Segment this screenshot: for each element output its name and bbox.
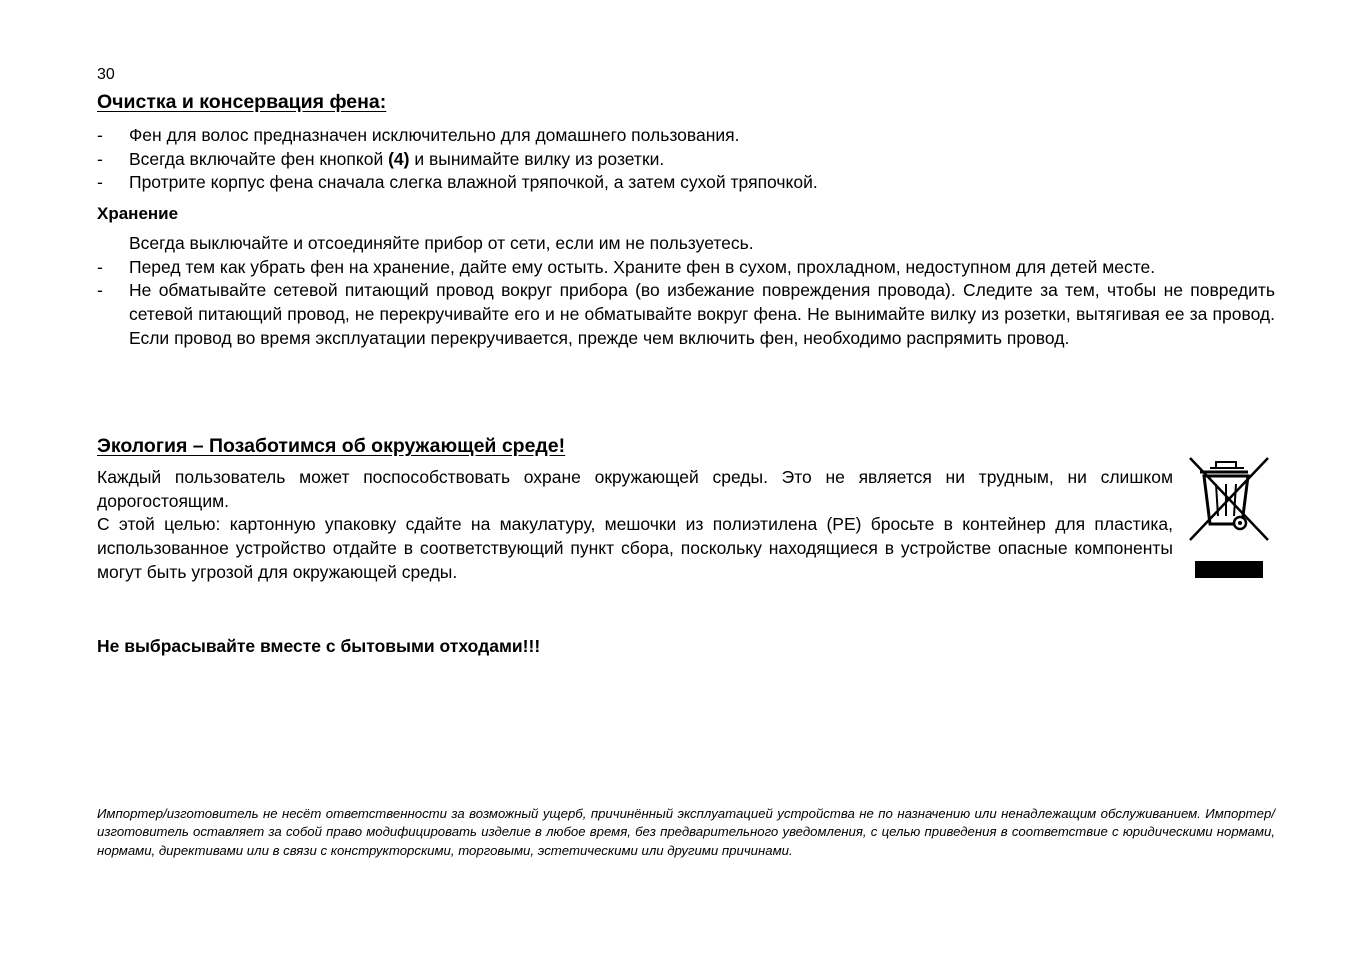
disposal-warning: Не выбрасывайте вместе с бытовыми отходами!!!: [97, 636, 541, 656]
storage-intro: Всегда выключайте и отсоединяйте прибор от сети, если им не пользуетесь.: [129, 233, 754, 253]
list-item-text: Всегда включайте фен кнопкой: [129, 148, 389, 169]
list-item: [97, 256, 1275, 280]
ecology-heading: Экология – Позаботимся об окружающей среде!: [97, 435, 566, 457]
list-dash: -: [97, 125, 103, 145]
page-number: 30: [97, 66, 115, 83]
cleaning-heading: Очистка и консервация фена:: [97, 91, 387, 113]
list-item-text: и вынимайте вилку из розетки.: [409, 148, 665, 169]
list-dash: -: [97, 148, 103, 169]
ecology-paragraph: Каждый пользователь может поспособствовать охране окружающей среды. Это не является ни трудным, ни слишком дорогостоящим.: [97, 467, 1173, 511]
button-reference: (4): [388, 148, 410, 169]
storage-list: [97, 232, 1275, 351]
cleaning-list: [97, 124, 1275, 195]
manufacturer-disclaimer: Импортер/изготовитель не несёт ответственности за возможный ущерб, причинённый эксплуатацией устройства не по назначению или ненадлежащим обслуживанием. Импортер/изготовитель оставляет за собой право модифицировать изделие в любое время, без предварительного уведомления, с целью приведения в соответствие с юридическими нормами, нормами, директивами или в связи с конструкторскими, торговыми, эстетическими или другими причинами.: [97, 806, 1275, 858]
storage-heading: Хранение: [97, 204, 179, 223]
list-item: [97, 171, 1275, 195]
list-dash: -: [97, 172, 103, 193]
list-dash: -: [97, 280, 103, 301]
ecology-text: [97, 466, 1173, 585]
list-item: [97, 148, 1275, 172]
list-item-text: Перед тем как убрать фен на хранение, дайте ему остыть. Храните фен в сухом, прохладном, недоступном для детей месте.: [129, 256, 1156, 277]
list-item-text: Не обматывайте сетевой питающий провод вокруг прибора (во избежание повреждения провода). Следите за тем, чтобы не повредить сетевой питающий провод, не перекручивайте его и не обматывайте вокруг фена. Не вынимайте вилку из розетки, вытягивая ее за провод. Если провод во время эксплуатации перекручивается, прежде чем включить фен, необходимо распрямить провод.: [129, 280, 1275, 348]
ecology-paragraph: С этой целью: картонную упаковку сдайте на макулатуру, мешочки из полиэтилена (PE) бросьте в контейнер для пластика, использованное устройство отдайте в соответствующий пункт сбора, поскольку находящиеся в устройстве опасные компоненты могут быть угрозой для окружающей среды.: [97, 514, 1173, 582]
list-item: [97, 279, 1275, 350]
list-item: [97, 232, 1275, 256]
crossed-out-wheelie-bin-icon: [1186, 454, 1272, 580]
list-item-text: Протрите корпус фена сначала слегка влажной тряпочкой, а затем сухой тряпочкой.: [129, 172, 818, 193]
list-item-text: Фен для волос предназначен исключительно для домашнего пользования.: [129, 125, 740, 145]
list-item: [97, 124, 1275, 148]
list-dash: -: [97, 256, 103, 277]
